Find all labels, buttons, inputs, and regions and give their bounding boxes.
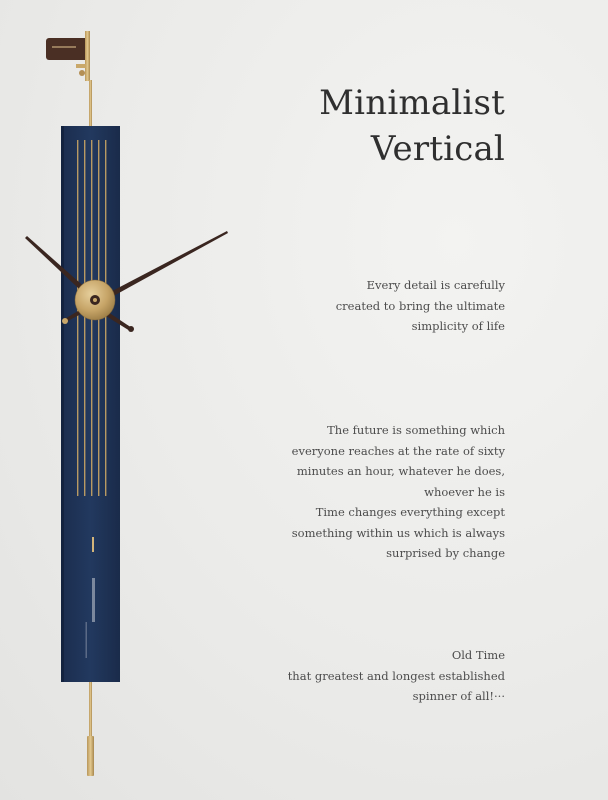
text-line: whoever he is (424, 484, 505, 499)
text-line: minutes an hour, whatever he does, (296, 464, 505, 478)
upper-brass-rod (89, 80, 92, 128)
brand-logo-text (92, 578, 95, 622)
paragraph-future (292, 420, 505, 564)
text-line: Every detail is carefully (366, 278, 505, 292)
mount-knob (79, 70, 85, 76)
text-line: spinner of all!··· (412, 689, 505, 703)
pendulum-weight (87, 736, 94, 776)
text-line: that greatest and longest established (287, 668, 505, 683)
text-line: something within us which is always (291, 525, 505, 540)
pendulum-rod (89, 682, 92, 740)
walnut-mount-plate (46, 38, 88, 60)
clock-hands (25, 231, 228, 332)
signature-script (86, 622, 88, 658)
panel-edge-shadow (61, 126, 64, 682)
text-line: surprised by change (386, 546, 505, 560)
title-line-2: Vertical (370, 129, 505, 169)
text-line: The future is something which (327, 423, 505, 437)
text-line: created to bring the ultimate (335, 298, 505, 313)
title-line-1: Minimalist (319, 83, 505, 123)
wall-mount (46, 31, 90, 81)
mount-clip (76, 64, 86, 68)
poster-title (319, 80, 505, 172)
paragraph-detail (336, 275, 505, 337)
text-line: simplicity of life (411, 319, 505, 333)
paragraph-old-time (288, 645, 505, 707)
mount-post (85, 31, 90, 81)
text-line: everyone reaches at the rate of sixty (291, 443, 505, 458)
brass-marker (92, 537, 94, 552)
text-line: Time changes everything except (315, 505, 505, 519)
mount-engraving (52, 46, 76, 48)
brass-hub (75, 280, 115, 320)
text-line: Old Time (451, 648, 505, 662)
navy-panel (61, 126, 120, 682)
clock-body (61, 126, 120, 682)
